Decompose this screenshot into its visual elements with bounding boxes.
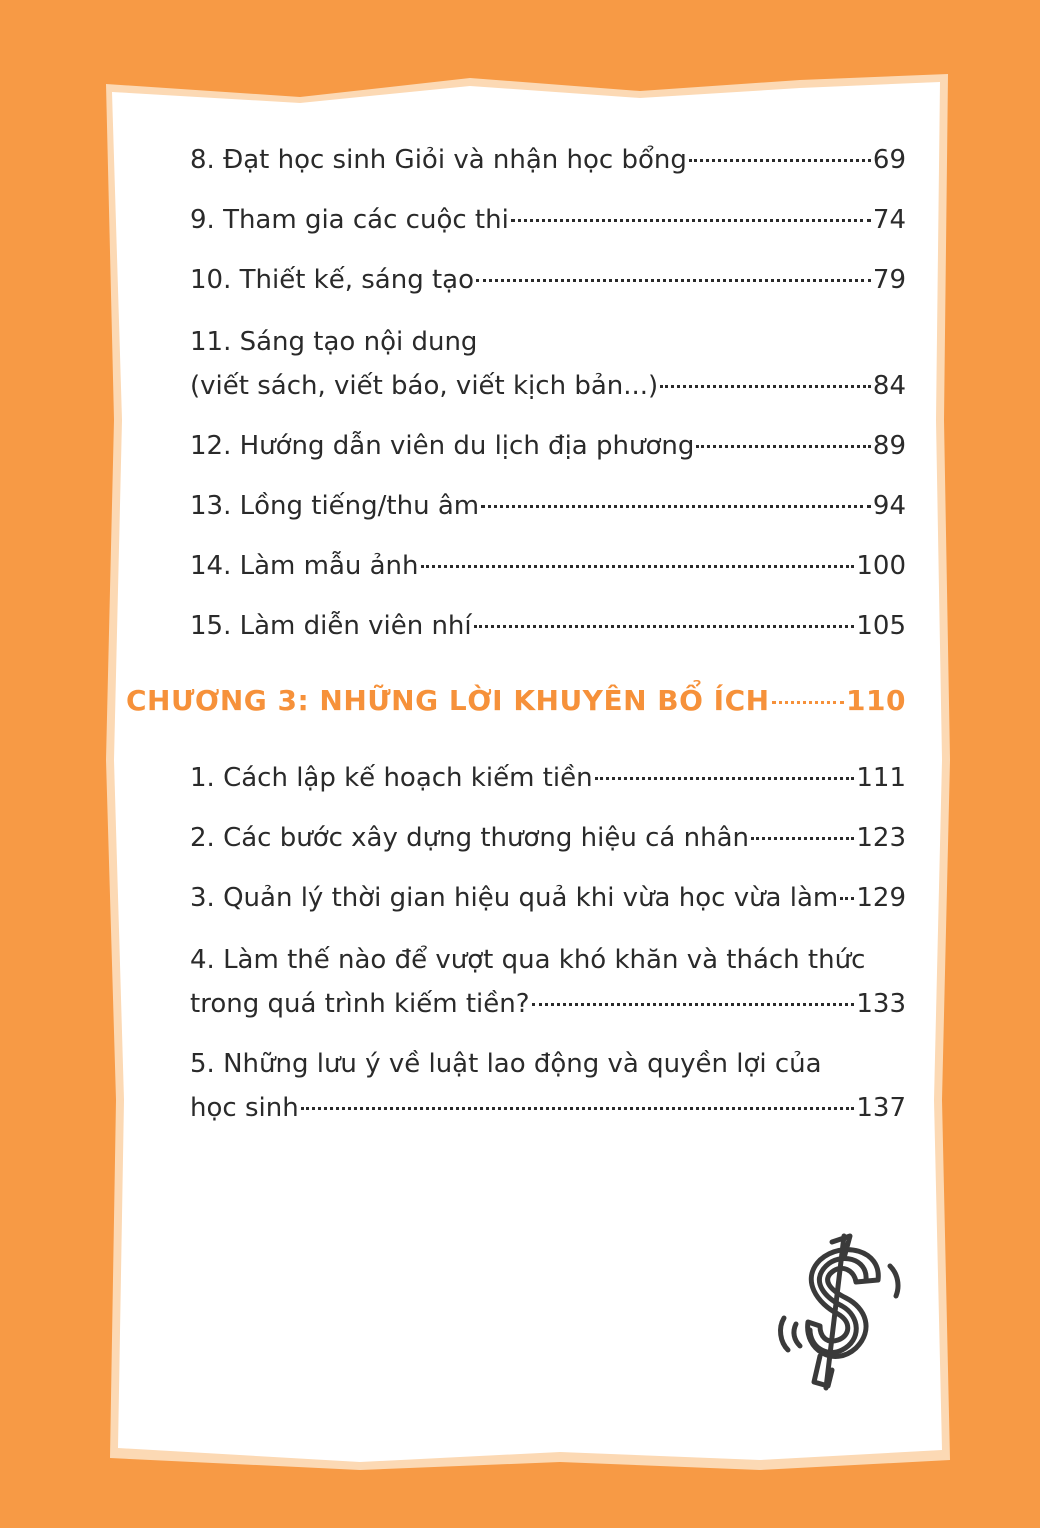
toc-entry[interactable]: [190, 198, 906, 242]
toc-entry[interactable]: [190, 424, 906, 468]
toc-entry[interactable]: [190, 756, 906, 800]
dot-leader: [660, 385, 871, 388]
dot-leader: [474, 625, 855, 628]
dot-leader: [532, 1003, 855, 1006]
toc-entry-page: 123: [856, 823, 906, 853]
toc-entry-title: 12. Hướng dẫn viên du lịch địa phương: [190, 431, 695, 461]
toc-entry-title: 8. Đạt học sinh Giỏi và nhận học bổng: [190, 145, 687, 175]
chapter-page: 110: [846, 684, 906, 717]
dot-leader: [301, 1107, 855, 1110]
dot-leader: [476, 279, 871, 282]
toc-entry-title: 9. Tham gia các cuộc thi: [190, 205, 509, 235]
toc-entry-title: học sinh: [190, 1093, 299, 1123]
dot-leader: [772, 701, 844, 704]
toc-entry-title: 10. Thiết kế, sáng tạo: [190, 265, 474, 295]
toc-entry[interactable]: [190, 320, 906, 408]
toc-entry-title: trong quá trình kiếm tiền?: [190, 989, 530, 1019]
toc-entry-title: 2. Các bước xây dựng thương hiệu cá nhân: [190, 823, 749, 853]
toc-entry-page: 79: [872, 265, 906, 295]
toc-entry-title: 14. Làm mẫu ảnh: [190, 551, 419, 581]
toc-entry[interactable]: [190, 816, 906, 860]
chapter-heading[interactable]: [126, 679, 906, 723]
dot-leader: [689, 159, 871, 162]
dot-leader: [840, 897, 854, 900]
toc-entry-title: 13. Lồng tiếng/thu âm: [190, 491, 480, 521]
toc-entry[interactable]: [190, 544, 906, 588]
dot-leader: [751, 837, 854, 840]
dot-leader: [481, 505, 871, 508]
toc-entry-page: 129: [856, 883, 906, 913]
toc-entry-page: 100: [856, 551, 906, 581]
dot-leader: [511, 219, 871, 222]
toc-entry-page: 137: [856, 1093, 906, 1123]
toc-entry[interactable]: [190, 258, 906, 302]
toc-entry[interactable]: [190, 138, 906, 182]
toc-entry-title: (viết sách, viết báo, viết kịch bản...): [190, 371, 659, 401]
toc-entry-page: 111: [856, 763, 906, 793]
dot-leader: [595, 777, 855, 780]
toc-entry-title: 15. Làm diễn viên nhí: [190, 611, 472, 641]
dollar-sign-icon: [770, 1222, 910, 1392]
toc-entry-page: 84: [872, 371, 906, 401]
toc-entry-title: 1. Cách lập kế hoạch kiếm tiền: [190, 763, 593, 793]
toc-entry-page: 133: [856, 989, 906, 1019]
toc-entry-page: 74: [872, 205, 906, 235]
toc-entry-title-line1: 4. Làm thế nào để vượt qua khó khăn và thách thức: [190, 945, 866, 975]
toc-entry-title-line1: 5. Những lưu ý về luật lao động và quyền lợi của: [190, 1049, 822, 1079]
dot-leader: [696, 445, 871, 448]
toc-entry-title-line1: 11. Sáng tạo nội dung: [190, 327, 478, 357]
chapter-title: CHƯƠNG 3: NHỮNG LỜI KHUYÊN BỔ ÍCH: [126, 684, 770, 717]
toc-entry[interactable]: [190, 604, 906, 648]
toc-entry-title: 3. Quản lý thời gian hiệu quả khi vừa học vừa làm: [190, 883, 839, 913]
dot-leader: [421, 565, 855, 568]
toc-entry-page: 105: [856, 611, 906, 641]
toc-entry[interactable]: [190, 1042, 906, 1130]
toc-entry[interactable]: [190, 876, 906, 920]
toc-entry[interactable]: [190, 938, 906, 1026]
toc-entry-page: 94: [872, 491, 906, 521]
toc-entry[interactable]: [190, 484, 906, 528]
toc-entry-page: 89: [872, 431, 906, 461]
toc-entry-page: 69: [872, 145, 906, 175]
